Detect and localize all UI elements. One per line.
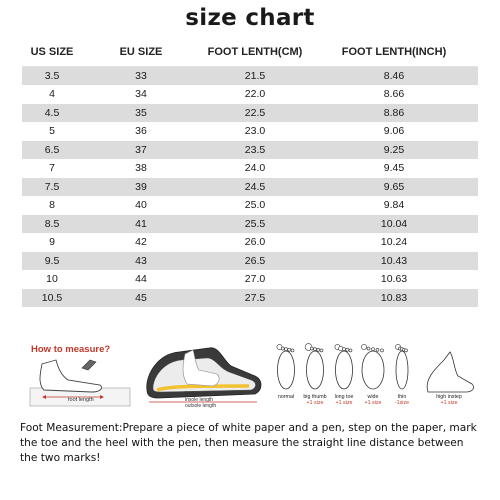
foot-type-size-adjust: +1 size <box>364 400 382 406</box>
cell-eu-size: 40 <box>82 196 200 215</box>
foot-measurement-note: Foot Measurement:Prepare a piece of white paper and a pen, step on the paper, mark the toe and the heel with the pen, then measure the straight line distance between the two marks! <box>20 422 477 465</box>
table-row <box>22 67 478 86</box>
foot-type-label: wide <box>367 394 379 400</box>
how-to-measure-title: How to measure? <box>31 344 111 355</box>
cell-eu-size: 34 <box>82 85 200 104</box>
table-body <box>22 67 478 307</box>
foot-type-label: normal <box>277 394 295 400</box>
cell-foot-length-inch: 8.86 <box>310 104 478 123</box>
foot-type-label: high instep <box>436 394 462 400</box>
table-row <box>22 141 478 160</box>
cell-foot-length-inch: 9.45 <box>310 159 478 178</box>
cell-foot-length-cm: 24.5 <box>200 178 310 197</box>
foot-type-label: thin <box>397 394 407 400</box>
foot-wide-icon <box>361 344 384 389</box>
shoe-length-panel <box>139 340 267 412</box>
cell-eu-size: 35 <box>82 104 200 123</box>
cell-foot-length-cm: 27.0 <box>200 270 310 289</box>
how-to-measure-panel <box>22 340 134 412</box>
foot-thin-icon <box>395 344 408 389</box>
foot-type-caption <box>432 394 466 406</box>
foot-type-label: big thumb <box>303 394 327 400</box>
foot-type-size-adjust: -1size <box>394 400 410 406</box>
cell-foot-length-cm: 25.0 <box>200 196 310 215</box>
measurement-guide <box>22 340 478 412</box>
cell-foot-length-cm: 22.5 <box>200 104 310 123</box>
cell-foot-length-cm: 26.5 <box>200 252 310 271</box>
foot-normal-icon <box>277 344 295 389</box>
cell-foot-length-cm: 23.5 <box>200 141 310 160</box>
cell-foot-length-inch: 10.63 <box>310 270 478 289</box>
header-eu-size: EU SIZE <box>82 38 200 67</box>
cell-foot-length-cm: 21.5 <box>200 67 310 86</box>
cell-us-size: 4 <box>22 85 82 104</box>
foot-type-size-adjust: +1 size <box>440 400 458 406</box>
cell-foot-length-inch: 8.46 <box>310 67 478 86</box>
cell-foot-length-inch: 10.83 <box>310 289 478 307</box>
cell-foot-length-cm: 26.0 <box>200 233 310 252</box>
cell-us-size: 8 <box>22 196 82 215</box>
cell-eu-size: 45 <box>82 289 200 307</box>
cell-us-size: 7 <box>22 159 82 178</box>
table-row <box>22 159 478 178</box>
shoe-label-foot-length: foot length <box>185 391 209 397</box>
cell-foot-length-inch: 10.43 <box>310 252 478 271</box>
table-row <box>22 233 478 252</box>
cell-foot-length-inch: 10.24 <box>310 233 478 252</box>
table-header-row <box>22 38 478 67</box>
cell-foot-length-inch: 9.65 <box>310 178 478 197</box>
table-row <box>22 122 478 141</box>
foot-types-panel <box>272 340 478 412</box>
cell-eu-size: 41 <box>82 215 200 234</box>
shoe-label-outsole-length: outsole length <box>185 403 217 409</box>
cell-foot-length-cm: 23.0 <box>200 122 310 141</box>
header-us-size: US SIZE <box>22 38 82 67</box>
foot-type-size-adjust: +1 size <box>335 400 353 406</box>
cell-us-size: 7.5 <box>22 178 82 197</box>
cell-us-size: 5 <box>22 122 82 141</box>
foot-length-label: foot length <box>68 397 94 403</box>
cell-foot-length-cm: 27.5 <box>200 289 310 307</box>
cell-us-size: 9.5 <box>22 252 82 271</box>
header-foot-length-cm: FOOT LENTH(CM) <box>200 38 310 67</box>
cell-us-size: 10.5 <box>22 289 82 307</box>
cell-eu-size: 43 <box>82 252 200 271</box>
cell-foot-length-inch: 9.06 <box>310 122 478 141</box>
cell-eu-size: 37 <box>82 141 200 160</box>
shoe-label-insole-length: insole length <box>185 397 214 403</box>
table-row <box>22 196 478 215</box>
foot-type-label: long toe <box>334 394 354 400</box>
foot-high-instep-icon <box>427 352 474 392</box>
table-row <box>22 85 478 104</box>
table-row <box>22 104 478 123</box>
cell-eu-size: 33 <box>82 67 200 86</box>
cell-us-size: 3.5 <box>22 67 82 86</box>
cell-us-size: 6.5 <box>22 141 82 160</box>
cell-foot-length-inch: 10.04 <box>310 215 478 234</box>
cell-eu-size: 44 <box>82 270 200 289</box>
cell-foot-length-inch: 8.66 <box>310 85 478 104</box>
cell-us-size: 9 <box>22 233 82 252</box>
cell-us-size: 10 <box>22 270 82 289</box>
cell-foot-length-inch: 9.25 <box>310 141 478 160</box>
cell-eu-size: 39 <box>82 178 200 197</box>
size-chart-table <box>22 38 478 307</box>
cell-foot-length-inch: 9.84 <box>310 196 478 215</box>
table-row <box>22 270 478 289</box>
cell-eu-size: 42 <box>82 233 200 252</box>
cell-us-size: 8.5 <box>22 215 82 234</box>
table-row <box>22 289 478 307</box>
cell-eu-size: 38 <box>82 159 200 178</box>
page-title: size chart <box>185 5 315 31</box>
pen-icon <box>82 360 96 370</box>
cell-foot-length-cm: 24.0 <box>200 159 310 178</box>
foot-big-thumb-icon <box>305 344 323 389</box>
foot-type-caption <box>385 394 419 406</box>
foot-type-size-adjust: +1 size <box>306 400 324 406</box>
cell-us-size: 4.5 <box>22 104 82 123</box>
shoe-length-labels <box>185 391 216 409</box>
table-row <box>22 178 478 197</box>
cell-foot-length-cm: 22.0 <box>200 85 310 104</box>
header-foot-length-inch: FOOT LENTH(INCH) <box>310 38 478 67</box>
cell-foot-length-cm: 25.5 <box>200 215 310 234</box>
foot-long-toe-icon <box>335 344 353 389</box>
table-row <box>22 215 478 234</box>
table-row <box>22 252 478 271</box>
cell-eu-size: 36 <box>82 122 200 141</box>
